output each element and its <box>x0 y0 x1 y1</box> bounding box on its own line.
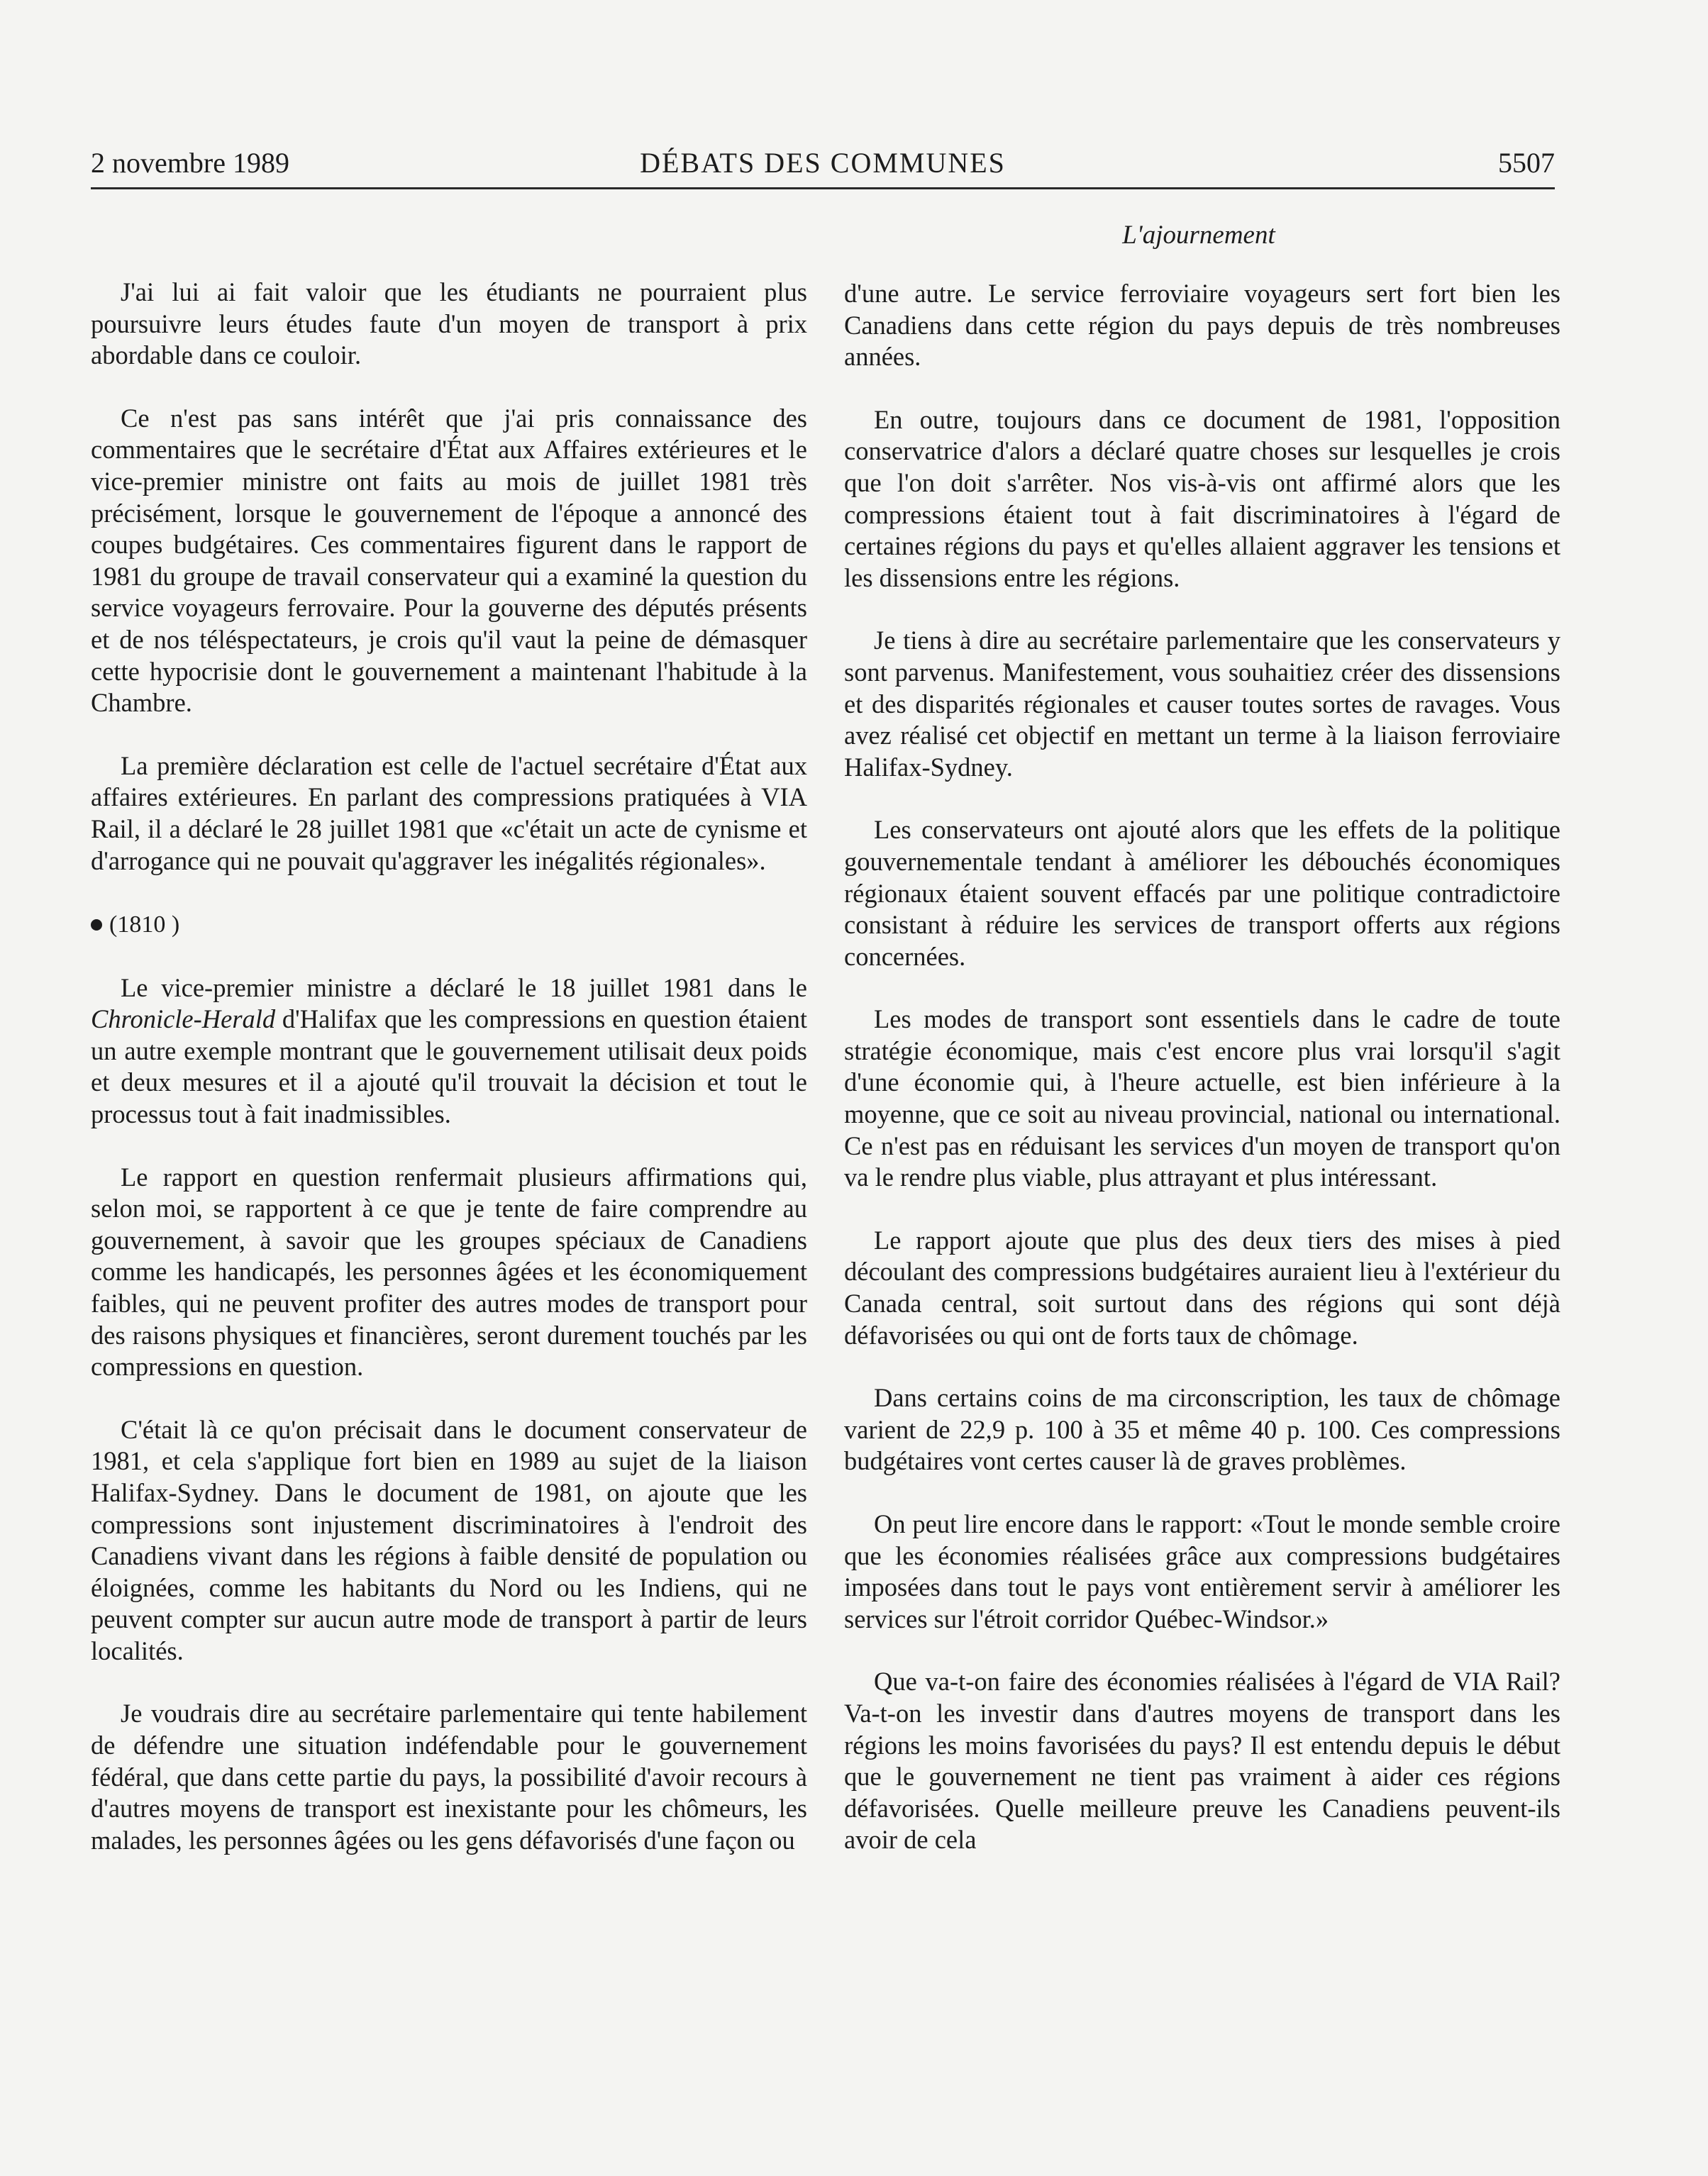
paragraph: Les conservateurs ont ajouté alors que les effets de la politique gouvernementale tendant à améliorer les débouchés économiques régionaux étaient souvent effacés par une politique contradictoire consistant à réduire les services de transport offerts aux régions concernées. <box>844 815 1560 971</box>
time-marker-text: (1810 ) <box>109 911 180 938</box>
paragraph: On peut lire encore dans le rapport: «Tout le monde semble croire que les économies réalisées grâce aux compressions budgétaires imposées dans tout le pays vont entièrement servir à améliorer les services sur l'étroit corridor Québec-Windsor.» <box>844 1509 1560 1633</box>
time-marker <box>91 908 807 941</box>
paragraph: Ce n'est pas sans intérêt que j'ai pris connaissance des commentaires que le secrétaire d'État aux Affaires extérieures et le vice-premier ministre ont faits au mois de juillet 1981 très précisément, lorsque le gouvernement de l'époque a annoncé des coupes budgétaires. Ces commentaires figurent dans le rapport de 1981 du groupe de travail conservateur qui a examiné la question du service voyageurs ferrovaire. Pour la gouverne des députés présents et de nos téléspectateurs, je crois qu'il vaut la peine de démasquer cette hypocrisie dont le gouvernement a maintenant l'habitude à la Chambre. <box>91 403 807 718</box>
paragraph: En outre, toujours dans ce document de 1981, l'opposition conservatrice d'alors a déclaré quatre choses sur lesquelles je crois que l'on doit s'arrêter. Nos vis-à-vis ont affirmé alors que les compressions étaient tout à fait discriminatoires à l'égard de certaines régions du pays et qu'elles allaient aggraver les tensions et les dissensions entre les régions. <box>844 404 1560 592</box>
newspaper-title: Chronicle-Herald <box>91 1004 276 1034</box>
paragraph: Que va-t-on faire des économies réalisées à l'égard de VIA Rail? Va-t-on les investir dans d'autres moyens de transport dans les régions les moins favorisées du pays? Il est entendu depuis le début que le gouvernement ne tient pas vraiment à aider ces régions défavorisées. Quelle meilleure preuve les Canadiens peuvent-ils avoir de cela <box>844 1667 1560 1855</box>
paragraph-text: d'Halifax que les compressions en question étaient un autre exemple montrant que le gouvernement utilisait deux poids et deux mesures et il a ajouté qu'il trouvait la décision et tout le processus tout à fait inadmissibles. <box>91 1004 807 1128</box>
paragraph: Dans certains coins de ma circonscription, les taux de chômage varient de 22,9 p. 100 à 35 et même 40 p. 100. Ces compressions budgétaires vont certes causer là de graves problèmes. <box>844 1383 1560 1476</box>
paragraph: Je voudrais dire au secrétaire parlementaire qui tente habilement de défendre une situation indéfendable pour le gouvernement fédéral, que dans cette partie du pays, la possibilité d'avoir recours à d'autres moyens de transport est inexistante pour les chômeurs, les malades, les personnes âgées ou les gens défavorisés d'une façon ou <box>91 1699 807 1855</box>
paragraph <box>91 972 807 1131</box>
page-number: 5507 <box>1498 147 1555 179</box>
bullet-icon <box>91 919 102 931</box>
paragraph: Le rapport en question renfermait plusieurs affirmations qui, selon moi, se rapportent à ce que je tente de faire comprendre au gouvernement, à savoir que les groupes spéciaux de Canadiens comme les handicapés, les personnes âgées et les économiquement faibles, qui ne peuvent profiter des autres modes de transport pour des raisons physiques et financières, seront durement touchés par les compressions en question. <box>91 1162 807 1382</box>
section-label: L'ajournement <box>1122 221 1275 250</box>
paragraph: J'ai lui ai fait valoir que les étudiants ne pourraient plus poursuivre leurs études faute d'un moyen de transport à prix abordable dans ce couloir. <box>91 277 807 370</box>
right-column <box>844 278 1560 1887</box>
paragraph: La première déclaration est celle de l'actuel secrétaire d'État aux affaires extérieures. En parlant des compressions pratiquées à VIA Rail, il a déclaré le 28 juillet 1981 que «c'était un acte de cynisme et d'arrogance qui ne pouvait qu'aggraver les inégalités régionales». <box>91 750 807 875</box>
paragraph: d'une autre. Le service ferroviaire voyageurs sert fort bien les Canadiens dans cette région du pays depuis de très nombreuses années. <box>844 279 1560 372</box>
header-title: DÉBATS DES COMMUNES <box>640 147 1006 179</box>
paragraph: Je tiens à dire au secrétaire parlementaire que les conservateurs y sont parvenus. Manifestement, vous souhaitiez créer des dissensions et des disparités régionales et causer toutes sortes de ravages. Vous avez réalisé cet objectif en mettant un terme à la liaison ferroviaire Halifax-Sydney. <box>844 626 1560 782</box>
left-column <box>91 277 807 1887</box>
header-date: 2 novembre 1989 <box>91 147 289 179</box>
page-header <box>91 142 1555 189</box>
paragraph: Le rapport ajoute que plus des deux tiers des mises à pied découlant des compressions budgétaires auraient lieu à l'extérieur du Canada central, soit surtout dans des régions qui sont déjà défavorisées ou qui ont de forts taux de chômage. <box>844 1225 1560 1350</box>
paragraph-text: Le vice-premier ministre a déclaré le 18 juillet 1981 dans le <box>121 972 807 1002</box>
paragraph: Les modes de transport sont essentiels dans le cadre de toute stratégie économique, mais c'est encore plus vrai lorsqu'il s'agit d'une économie qui, à l'heure actuelle, est bien inférieure à la moyenne, que ce soit au niveau provincial, national ou international. Ce n'est pas en réduisant les services d'un moyen de transport qu'on va le rendre plus viable, plus attrayant et plus intéressant. <box>844 1004 1560 1192</box>
paragraph: C'était là ce qu'on précisait dans le document conservateur de 1981, et cela s'applique fort bien en 1989 au sujet de la liaison Halifax-Sydney. Dans le document de 1981, on ajoute que les compressions sont injustement discriminatoires à l'endroit des Canadiens vivant dans les régions à faible densité de population ou éloignées, comme les habitants du Nord ou les Indiens, qui ne peuvent compter sur aucun autre mode de transport à partir de leurs localités. <box>91 1414 807 1665</box>
